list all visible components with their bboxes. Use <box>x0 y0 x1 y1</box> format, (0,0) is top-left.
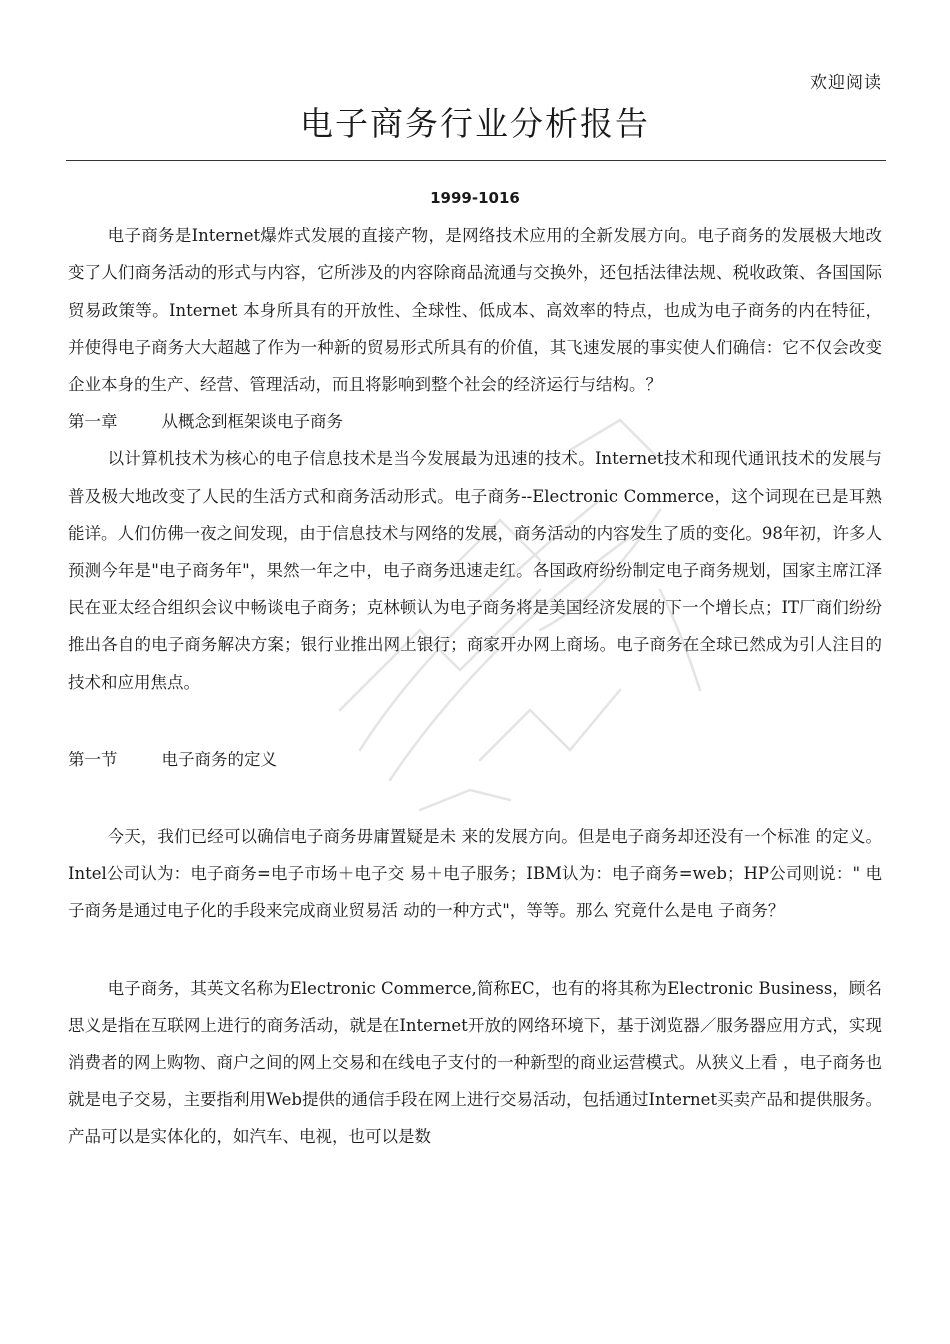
report-date: 1999-1016 <box>430 189 520 207</box>
ec-paragraph: 电子商务，其英文名称为Electronic Commerce,简称EC，也有的将其称为Electronic Business，顾名思义是指在互联网上进行的商务活动，就是在Internet开放的网络环境下，基于浏览器／服务器应用方式，实现消费者的网上购物、商户之间的网上交易和在线电子支付的一种新型的商业运营模式。从狭义上看 ，电子商务也就是电子交易，主要指利用Web提供的通信手段在网上进行交易活动，包括通过Internet买卖产品和提供服务。产品可以是实体化的，如汽车、电视，也可以是数 <box>68 978 882 1147</box>
header-note: 欢迎阅读 <box>810 73 882 93</box>
section-title: 电子商务的定义 <box>161 749 277 769</box>
chapter-heading <box>68 403 882 440</box>
chapter-title: 从概念到框架谈电子商务 <box>161 412 343 432</box>
document-title: 电子商务行业分析报告 <box>300 104 650 143</box>
document-body <box>68 180 882 1156</box>
section-heading <box>68 741 882 778</box>
chapter-paragraph: 以计算机技术为核心的电子信息技术是当今发展最为迅速的技术。Internet技术和现代通讯技术的发展与普及极大地改变了人民的生活方式和商务活动形式。电子商务--Electronic Commerce，这个词现在已是耳熟能详。人们仿佛一夜之间发现，由于信息技术与网络的发展，商务活动的内容发生了质的变化。98年初，许多人预测今年是"电子商务年"，果然一年之中，电子商务迅速走红。各国政府纷纷制定电子商务规划，国家主席江泽民在亚太经合组织会议中畅谈电子商务；克林顿认为电子商务将是美国经济发展的下一个增长点；IT厂商们纷纷推出各自的电子商务解决方案；银行业推出网上银行；商家开办网上商场。电子商务在全球已然成为引人注目的技术和应用焦点。 <box>68 449 882 692</box>
definition-paragraph: 今天，我们已经可以确信电子商务毋庸置疑是未 来的发展方向。但是电子商务却还没有一个标准 的定义。Intel公司认为：电子商务=电子市场＋电子交 易＋电子服务；IBM认为：电子商务=web；HP公司则说：" 电子商务是通过电子化的手段来完成商业贸易活 动的一种方式"，等等。那么 究竟什么是电 子商务？ <box>68 827 882 921</box>
intro-paragraph: 电子商务是Internet爆炸式发展的直接产物，是网络技术应用的全新发展方向。电子商务的发展极大地改变了人们商务活动的形式与内容，它所涉及的内容除商品流通与交换外，还包括法律法规、税收政策、各国国际贸易政策等。Internet 本身所具有的开放性、全球性、低成本、高效率的特点，也成为电子商务的内在特征，并使得电子商务大大超越了作为一种新的贸易形式所具有的价值，其飞速发展的事实使人们确信：它不仅会改变企业本身的生产、经营、管理活动，而且将影响到整个社会的经济运行与结构。？ <box>68 226 882 395</box>
section-label: 第一节 <box>68 749 118 769</box>
title-divider <box>66 160 886 161</box>
chapter-label: 第一章 <box>68 412 118 432</box>
